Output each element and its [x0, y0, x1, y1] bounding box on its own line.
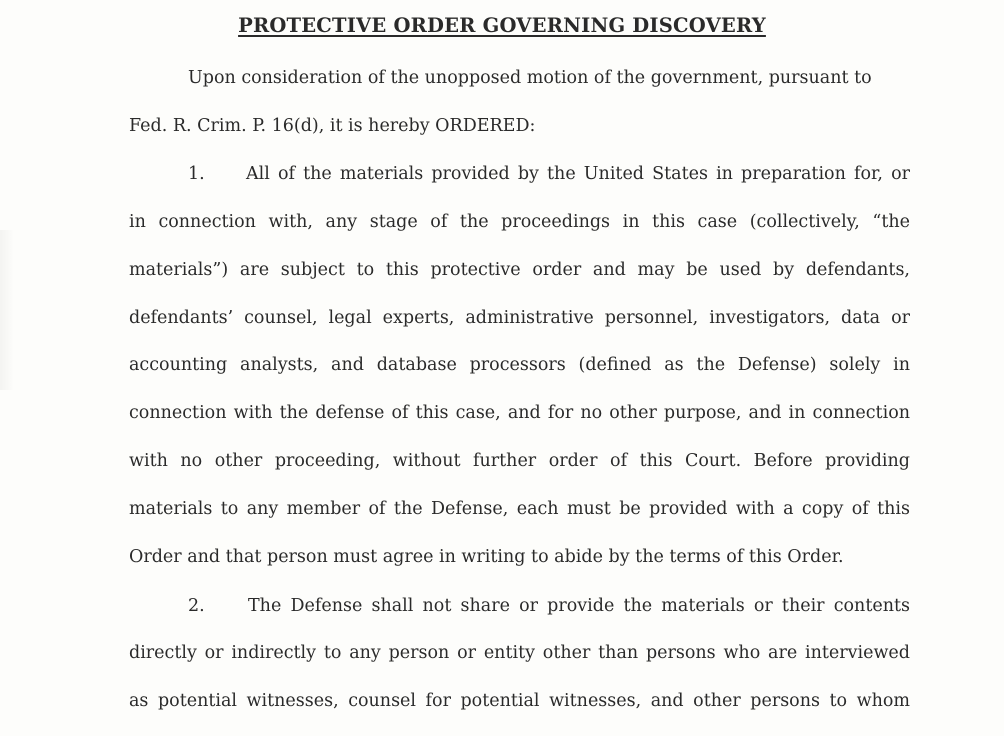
paragraph-1-line-7: with no other proceeding, without further order of this Court. Before providing: [129, 451, 910, 471]
paragraph-2-line-1: The Defense shall not share or provide the materials or their contents: [248, 596, 910, 616]
paragraph-2-line-2: directly or indirectly to any person or entity other than persons who are interviewed: [129, 643, 910, 663]
paragraph-1-line-1: All of the materials provided by the United States in preparation for, or: [246, 164, 910, 184]
paragraph-1-line-3: materials”) are subject to this protective order and may be used by defendants,: [129, 260, 910, 280]
paragraph-1-line-2: in connection with, any stage of the proceedings in this case (collectively, “the: [129, 212, 910, 232]
paragraph-1-line-5: accounting analysts, and database processors (defined as the Defense) solely in: [129, 355, 910, 375]
paragraph-1-line-6: connection with the defense of this case, and for no other purpose, and in connection: [129, 403, 910, 423]
paragraph-1-number: 1.: [188, 164, 205, 184]
paragraph-1-line-9: Order and that person must agree in writing to abide by the terms of this Order.: [129, 547, 844, 567]
paragraph-2-line-3: as potential witnesses, counsel for potential witnesses, and other persons to whom: [129, 691, 910, 711]
paragraph-1-line-8: materials to any member of the Defense, each must be provided with a copy of this: [129, 499, 910, 519]
paragraph-1-line-4: defendants’ counsel, legal experts, administrative personnel, investigators, data or: [129, 308, 910, 328]
paragraph-2-number: 2.: [188, 596, 205, 616]
intro-line-1: Upon consideration of the unopposed motion of the government, pursuant to: [188, 68, 872, 88]
intro-line-2: Fed. R. Crim. P. 16(d), it is hereby ORDERED:: [129, 116, 536, 136]
document-title: PROTECTIVE ORDER GOVERNING DISCOVERY: [238, 14, 766, 37]
scan-edge-shadow: [0, 230, 14, 390]
